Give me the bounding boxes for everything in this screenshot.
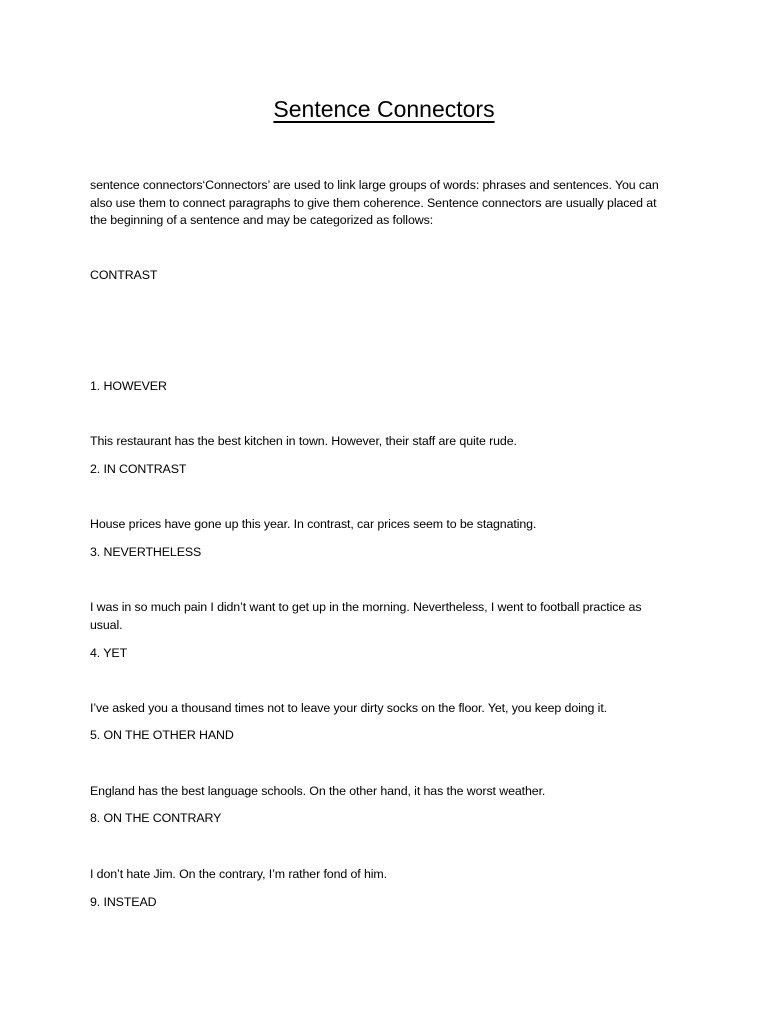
item-heading-in-contrast: 2. IN CONTRAST: [90, 462, 187, 476]
intro-paragraph: [90, 177, 730, 230]
item-heading-nevertheless: 3. NEVERTHELESS: [90, 545, 202, 559]
item-heading-instead: 9. INSTEAD: [90, 895, 157, 909]
document-title: [0, 94, 768, 124]
item-heading-on-the-other-hand: 5. ON THE OTHER HAND: [90, 728, 234, 742]
item-heading-however: 1. HOWEVER: [90, 379, 167, 393]
item-example-yet: I’ve asked you a thousand times not to leave your dirty socks on the floor. Yet, you keep doing it.: [90, 701, 608, 715]
intro-line: the beginning of a sentence and may be categorized as follows:: [90, 213, 434, 227]
item-example-on-the-other-hand: England has the best language schools. On the other hand, it has the worst weather.: [90, 784, 546, 798]
intro-line: also use them to connect paragraphs to give them coherence. Sentence connectors are usually placed at: [90, 195, 657, 210]
item-example-however: This restaurant has the best kitchen in town. However, their staff are quite rude.: [90, 434, 517, 448]
item-example-nevertheless-line1: I was in so much pain I didn’t want to get up in the morning. Nevertheless, I went to football practice as: [90, 600, 642, 614]
item-example-on-the-contrary: I don’t hate Jim. On the contrary, I’m rather fond of him.: [90, 867, 387, 881]
item-heading-yet: 4. YET: [90, 646, 128, 660]
section-heading-contrast: CONTRAST: [90, 268, 158, 282]
item-heading-on-the-contrary: 8. ON THE CONTRARY: [90, 811, 222, 825]
item-example-in-contrast: House prices have gone up this year. In contrast, car prices seem to be stagnating.: [90, 517, 537, 531]
item-example-nevertheless-line2: usual.: [90, 618, 123, 632]
document-title-text: Sentence Connectors: [273, 96, 495, 122]
intro-line: sentence connectors‘Connectors’ are used to link large groups of words: phrases and sentences. You can: [90, 178, 659, 192]
